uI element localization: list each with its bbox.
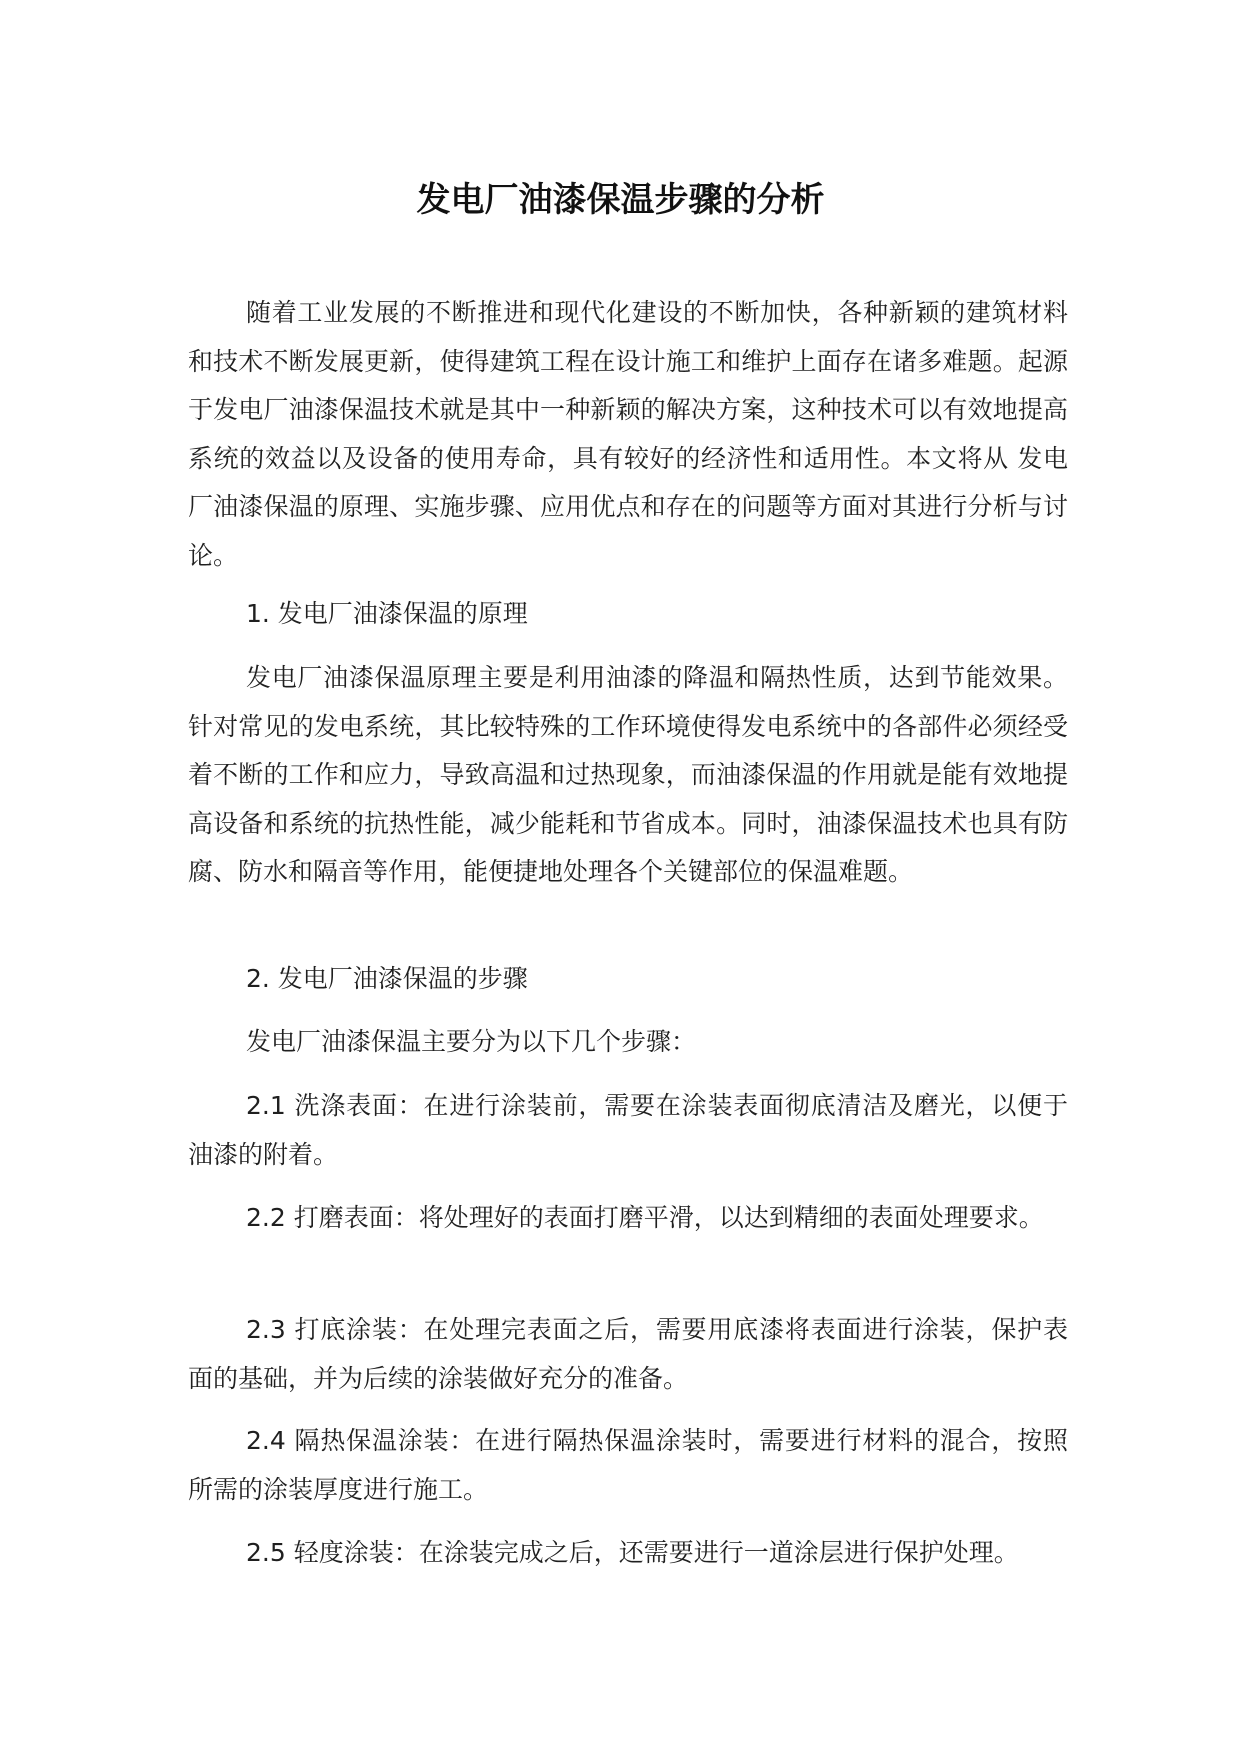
- step-item: 2.4 隔热保温涂装：在进行隔热保温涂装时，需要进行材料的混合，按照所需的涂装厚度进行施工。: [188, 1426, 1068, 1504]
- step-item: 2.3 打底涂装：在处理完表面之后，需要用底漆将表面进行涂装，保护表面的基础，并为后续的涂装做好充分的准备。: [188, 1315, 1068, 1393]
- section-2-heading: 2. 发电厂油漆保温的步骤: [246, 964, 528, 993]
- section-1-heading: 1. 发电厂油漆保温的原理: [246, 599, 528, 628]
- document-title: 发电厂油漆保温步骤的分析: [416, 180, 825, 220]
- section-1-paragraph: 发电厂油漆保温原理主要是利用油漆的降温和隔热性质，达到节能效果。针对常见的发电系统，其比较特殊的工作环境使得发电系统中的各部件必须经受着不断的工作和应力，导致高温和过热现象，而油漆保温的作用就是能有效地提高设备和系统的抗热性能，减少能耗和节省成本。同时，油漆保温技术也具有防腐、防水和隔音等作用，能便捷地处理各个关键部位的保温难题。: [188, 663, 1068, 886]
- step-item: 2.2 打磨表面：将处理好的表面打磨平滑，以达到精细的表面处理要求。: [246, 1203, 1044, 1232]
- section-2-intro: 发电厂油漆保温主要分为以下几个步骤：: [246, 1027, 697, 1056]
- intro-paragraph: 随着工业发展的不断推进和现代化建设的不断加快，各种新颖的建筑材料和技术不断发展更新，使得建筑工程在设计施工和维护上面存在诸多难题。起源于发电厂油漆保温技术就是其中一种新颖的解决方案，这种技术可以有效地提高系统的效益以及设备的使用寿命，具有较好的经济性和适用性。本文将从 发电厂油漆保温的原理、实施步骤、应用优点和存在的问题等方面对其进行分析与讨论。: [188, 298, 1068, 570]
- step-item: 2.5 轻度涂装：在涂装完成之后，还需要进行一道涂层进行保护处理。: [246, 1538, 1019, 1567]
- step-item: 2.1 洗涤表面：在进行涂装前，需要在涂装表面彻底清洁及磨光，以便于油漆的附着。: [188, 1091, 1068, 1169]
